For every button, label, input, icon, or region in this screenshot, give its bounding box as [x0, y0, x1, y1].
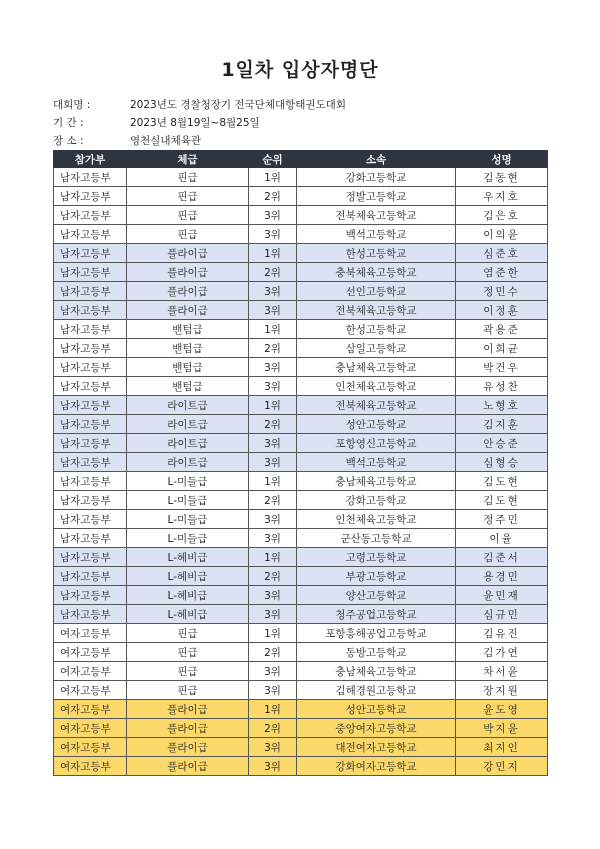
table-row [54, 415, 548, 434]
division-cell: 남자고등부 [54, 415, 127, 434]
weight-class-cell: 핀급 [127, 643, 249, 662]
affiliation-cell: 군산동고등학교 [297, 529, 456, 548]
weight-class-cell: L-헤비급 [127, 548, 249, 567]
weight-class-cell: 라이트급 [127, 415, 249, 434]
division-cell: 남자고등부 [54, 396, 127, 415]
table-row [54, 491, 548, 510]
weight-class-cell: 플라이급 [127, 738, 249, 757]
weight-class-cell: L-미들급 [127, 529, 249, 548]
table-row [54, 681, 548, 700]
name-cell: 김유진 [456, 624, 548, 643]
weight-class-cell: L-미들급 [127, 491, 249, 510]
rank-cell: 3위 [249, 206, 297, 225]
division-cell: 여자고등부 [54, 681, 127, 700]
weight-class-cell: L-헤비급 [127, 567, 249, 586]
name-cell: 박건우 [456, 358, 548, 377]
name-cell: 정주민 [456, 510, 548, 529]
division-cell: 남자고등부 [54, 491, 127, 510]
affiliation-cell: 강화여자고등학교 [297, 757, 456, 776]
rank-cell: 3위 [249, 738, 297, 757]
rank-cell: 2위 [249, 643, 297, 662]
division-cell: 남자고등부 [54, 320, 127, 339]
rank-cell: 2위 [249, 263, 297, 282]
rank-cell: 2위 [249, 187, 297, 206]
name-cell: 김준서 [456, 548, 548, 567]
table-row [54, 548, 548, 567]
name-cell: 김도현 [456, 491, 548, 510]
affiliation-cell: 삼일고등학교 [297, 339, 456, 358]
division-cell: 남자고등부 [54, 358, 127, 377]
division-cell: 남자고등부 [54, 567, 127, 586]
affiliation-cell: 중앙여자고등학교 [297, 719, 456, 738]
table-row [54, 339, 548, 358]
table-row [54, 434, 548, 453]
division-cell: 남자고등부 [54, 548, 127, 567]
header-affiliation: 소속 [297, 151, 456, 168]
rank-cell: 1위 [249, 320, 297, 339]
weight-class-cell: L-헤비급 [127, 605, 249, 624]
rank-cell: 3위 [249, 453, 297, 472]
affiliation-cell: 한성고등학교 [297, 320, 456, 339]
table-row [54, 586, 548, 605]
table-row [54, 757, 548, 776]
division-cell: 여자고등부 [54, 700, 127, 719]
affiliation-cell: 전북체육고등학교 [297, 206, 456, 225]
affiliation-cell: 정발고등학교 [297, 187, 456, 206]
table-row [54, 282, 548, 301]
division-cell: 남자고등부 [54, 225, 127, 244]
rank-cell: 1위 [249, 396, 297, 415]
name-cell: 김가연 [456, 643, 548, 662]
name-cell: 장지원 [456, 681, 548, 700]
affiliation-cell: 양산고등학교 [297, 586, 456, 605]
weight-class-cell: 라이트급 [127, 396, 249, 415]
table-row [54, 187, 548, 206]
rank-cell: 3위 [249, 757, 297, 776]
affiliation-cell: 대전여자고등학교 [297, 738, 456, 757]
table-row [54, 301, 548, 320]
affiliation-cell: 청주공업고등학교 [297, 605, 456, 624]
affiliation-cell: 인천체육고등학교 [297, 377, 456, 396]
division-cell: 남자고등부 [54, 605, 127, 624]
weight-class-cell: 플라이급 [127, 719, 249, 738]
weight-class-cell: 밴텀급 [127, 358, 249, 377]
table-row [54, 206, 548, 225]
rank-cell: 3위 [249, 377, 297, 396]
rank-cell: 3위 [249, 434, 297, 453]
name-cell: 용경민 [456, 567, 548, 586]
weight-class-cell: 밴텀급 [127, 320, 249, 339]
weight-class-cell: 플라이급 [127, 757, 249, 776]
weight-class-cell: 플라이급 [127, 700, 249, 719]
affiliation-cell: 충남체육고등학교 [297, 472, 456, 491]
table-row [54, 567, 548, 586]
weight-class-cell: L-미들급 [127, 472, 249, 491]
name-cell: 김은호 [456, 206, 548, 225]
weight-class-cell: 플라이급 [127, 244, 249, 263]
table-row [54, 662, 548, 681]
name-cell: 윤도영 [456, 700, 548, 719]
rank-cell: 2위 [249, 339, 297, 358]
header-name: 성명 [456, 151, 548, 168]
affiliation-cell: 백석고등학교 [297, 453, 456, 472]
weight-class-cell: L-헤비급 [127, 586, 249, 605]
event-venue-value: 영천실내체육관 [130, 135, 202, 147]
name-cell: 이희균 [456, 339, 548, 358]
event-name-label: 대회명 : [53, 99, 91, 111]
division-cell: 남자고등부 [54, 377, 127, 396]
name-cell: 곽용준 [456, 320, 548, 339]
division-cell: 남자고등부 [54, 529, 127, 548]
name-cell: 김도현 [456, 472, 548, 491]
affiliation-cell: 부광고등학교 [297, 567, 456, 586]
weight-class-cell: L-미들급 [127, 510, 249, 529]
name-cell: 김동현 [456, 168, 548, 187]
weight-class-cell: 밴텀급 [127, 339, 249, 358]
name-cell: 김지훈 [456, 415, 548, 434]
header-division: 참가부 [54, 151, 127, 168]
division-cell: 남자고등부 [54, 510, 127, 529]
division-cell: 남자고등부 [54, 453, 127, 472]
table-row [54, 396, 548, 415]
results-table-body [54, 168, 548, 776]
division-cell: 여자고등부 [54, 738, 127, 757]
affiliation-cell: 성안고등학교 [297, 415, 456, 434]
event-period-value: 2023년 8월19일~8월25일 [130, 117, 260, 129]
weight-class-cell: 핀급 [127, 662, 249, 681]
affiliation-cell: 강화고등학교 [297, 168, 456, 187]
division-cell: 여자고등부 [54, 624, 127, 643]
name-cell: 노형호 [456, 396, 548, 415]
rank-cell: 1위 [249, 472, 297, 491]
weight-class-cell: 핀급 [127, 624, 249, 643]
division-cell: 남자고등부 [54, 187, 127, 206]
rank-cell: 3위 [249, 586, 297, 605]
rank-cell: 2위 [249, 491, 297, 510]
table-row [54, 605, 548, 624]
rank-cell: 1위 [249, 624, 297, 643]
event-name-line [53, 96, 346, 114]
name-cell: 차서윤 [456, 662, 548, 681]
weight-class-cell: 플라이급 [127, 282, 249, 301]
rank-cell: 3위 [249, 605, 297, 624]
affiliation-cell: 충북체육고등학교 [297, 263, 456, 282]
table-row [54, 225, 548, 244]
affiliation-cell: 백석고등학교 [297, 225, 456, 244]
table-row [54, 263, 548, 282]
weight-class-cell: 핀급 [127, 168, 249, 187]
division-cell: 여자고등부 [54, 643, 127, 662]
affiliation-cell: 한성고등학교 [297, 244, 456, 263]
rank-cell: 1위 [249, 700, 297, 719]
weight-class-cell: 라이트급 [127, 434, 249, 453]
division-cell: 남자고등부 [54, 301, 127, 320]
affiliation-cell: 동방고등학교 [297, 643, 456, 662]
weight-class-cell: 밴텀급 [127, 377, 249, 396]
division-cell: 남자고등부 [54, 282, 127, 301]
table-row [54, 510, 548, 529]
event-venue-label: 장 소 : [53, 135, 84, 147]
affiliation-cell: 고령고등학교 [297, 548, 456, 567]
rank-cell: 1위 [249, 244, 297, 263]
rank-cell: 1위 [249, 548, 297, 567]
name-cell: 안승준 [456, 434, 548, 453]
division-cell: 남자고등부 [54, 263, 127, 282]
division-cell: 여자고등부 [54, 662, 127, 681]
weight-class-cell: 플라이급 [127, 301, 249, 320]
affiliation-cell: 김해경원고등학교 [297, 681, 456, 700]
name-cell: 이의윤 [456, 225, 548, 244]
header-rank: 순위 [249, 151, 297, 168]
rank-cell: 3위 [249, 282, 297, 301]
division-cell: 남자고등부 [54, 586, 127, 605]
header-weight-class: 체급 [127, 151, 249, 168]
division-cell: 남자고등부 [54, 434, 127, 453]
name-cell: 이율 [456, 529, 548, 548]
rank-cell: 3위 [249, 529, 297, 548]
name-cell: 박지윤 [456, 719, 548, 738]
rank-cell: 3위 [249, 510, 297, 529]
name-cell: 심규민 [456, 605, 548, 624]
division-cell: 남자고등부 [54, 168, 127, 187]
event-period-line [53, 114, 260, 132]
results-table [53, 150, 548, 776]
rank-cell: 2위 [249, 415, 297, 434]
weight-class-cell: 라이트급 [127, 453, 249, 472]
table-row [54, 624, 548, 643]
affiliation-cell: 포항영신고등학교 [297, 434, 456, 453]
table-row [54, 244, 548, 263]
affiliation-cell: 선인고등학교 [297, 282, 456, 301]
weight-class-cell: 플라이급 [127, 263, 249, 282]
table-row [54, 453, 548, 472]
name-cell: 심준호 [456, 244, 548, 263]
rank-cell: 3위 [249, 225, 297, 244]
affiliation-cell: 포항흥해공업고등학교 [297, 624, 456, 643]
affiliation-cell: 인천체육고등학교 [297, 510, 456, 529]
table-row [54, 529, 548, 548]
rank-cell: 3위 [249, 358, 297, 377]
rank-cell: 3위 [249, 301, 297, 320]
table-row [54, 358, 548, 377]
page-title: 1일차 입상자명단 [221, 59, 379, 81]
table-row [54, 168, 548, 187]
table-row [54, 738, 548, 757]
name-cell: 염준한 [456, 263, 548, 282]
affiliation-cell: 전북체육고등학교 [297, 396, 456, 415]
rank-cell: 1위 [249, 168, 297, 187]
weight-class-cell: 핀급 [127, 206, 249, 225]
rank-cell: 2위 [249, 567, 297, 586]
affiliation-cell: 충남체육고등학교 [297, 358, 456, 377]
event-venue-line [53, 132, 201, 150]
division-cell: 남자고등부 [54, 244, 127, 263]
name-cell: 강민지 [456, 757, 548, 776]
name-cell: 이정훈 [456, 301, 548, 320]
affiliation-cell: 성안고등학교 [297, 700, 456, 719]
table-header-row [54, 151, 548, 168]
table-row [54, 643, 548, 662]
table-row [54, 700, 548, 719]
event-name-value: 2023년도 경찰청장기 전국단체대항태권도대회 [130, 99, 346, 111]
name-cell: 유성찬 [456, 377, 548, 396]
division-cell: 여자고등부 [54, 757, 127, 776]
table-row [54, 719, 548, 738]
weight-class-cell: 핀급 [127, 681, 249, 700]
name-cell: 심형승 [456, 453, 548, 472]
weight-class-cell: 핀급 [127, 225, 249, 244]
name-cell: 우지호 [456, 187, 548, 206]
event-period-label: 기 간 : [53, 117, 84, 129]
division-cell: 남자고등부 [54, 472, 127, 491]
affiliation-cell: 강화고등학교 [297, 491, 456, 510]
rank-cell: 3위 [249, 681, 297, 700]
table-row [54, 377, 548, 396]
table-row [54, 320, 548, 339]
rank-cell: 2위 [249, 719, 297, 738]
name-cell: 윤민재 [456, 586, 548, 605]
table-row [54, 472, 548, 491]
name-cell: 최지인 [456, 738, 548, 757]
affiliation-cell: 전북체육고등학교 [297, 301, 456, 320]
rank-cell: 3위 [249, 662, 297, 681]
weight-class-cell: 핀급 [127, 187, 249, 206]
division-cell: 남자고등부 [54, 206, 127, 225]
affiliation-cell: 충남체육고등학교 [297, 662, 456, 681]
division-cell: 남자고등부 [54, 339, 127, 358]
name-cell: 정민수 [456, 282, 548, 301]
division-cell: 여자고등부 [54, 719, 127, 738]
